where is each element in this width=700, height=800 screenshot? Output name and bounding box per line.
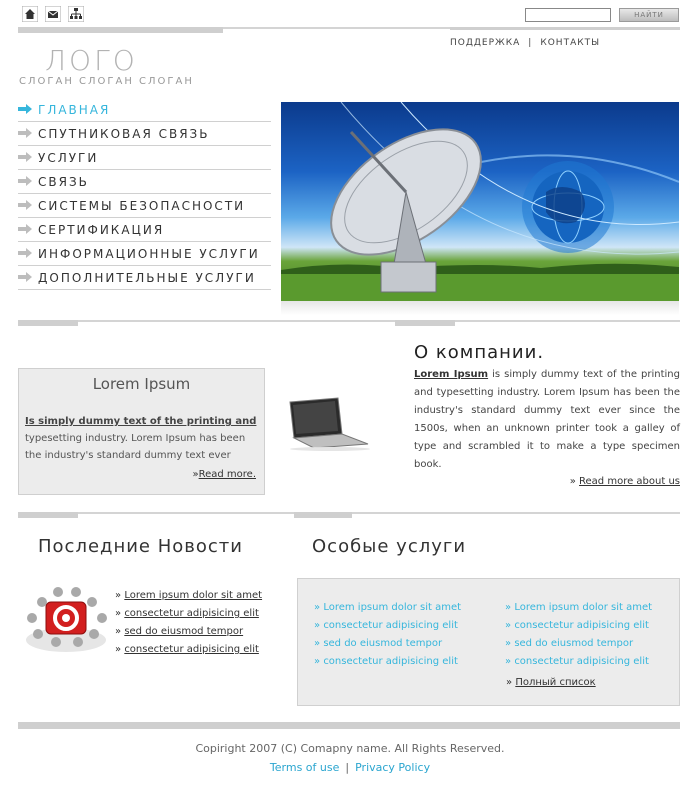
about-read-more-prefix: » xyxy=(569,476,576,487)
service-item-prefix: » xyxy=(505,620,512,631)
section-divider-accent xyxy=(294,512,352,518)
service-item-prefix: » xyxy=(314,602,321,613)
sitemap-icon[interactable] xyxy=(68,6,84,22)
service-item-prefix: » xyxy=(314,656,321,667)
service-item-label: consectetur adipisicing elit xyxy=(514,656,649,667)
service-item[interactable] xyxy=(314,599,461,617)
menu-item-label: СПУТНИКОВАЯ СВЯЗЬ xyxy=(38,126,210,141)
service-item-label: sed do eiusmod tempor xyxy=(514,638,634,649)
service-item[interactable] xyxy=(314,617,461,635)
service-item-label: consectetur adipisicing elit xyxy=(323,620,458,631)
services-column-2 xyxy=(505,599,652,671)
menu-item-label: СЕРТИФИКАЦИЯ xyxy=(38,222,165,237)
service-item-label: sed do eiusmod tempor xyxy=(323,638,443,649)
section-divider-accent xyxy=(18,512,78,518)
arrow-right-icon xyxy=(18,151,38,165)
news-title: Последние Новости xyxy=(38,536,243,557)
section-divider xyxy=(18,320,680,322)
laptop-image xyxy=(282,396,372,452)
news-item-prefix: » xyxy=(115,590,122,601)
service-item-prefix: » xyxy=(505,602,512,613)
lorem-read-more-prefix: » xyxy=(192,469,199,480)
about-text xyxy=(414,366,680,474)
menu-item[interactable] xyxy=(18,194,271,218)
services-box xyxy=(297,578,680,706)
menu-item[interactable] xyxy=(18,98,271,122)
menu-item[interactable] xyxy=(18,242,271,266)
full-list-link[interactable] xyxy=(506,677,596,688)
service-item-label: Lorem ipsum dolor sit amet xyxy=(323,602,462,613)
lorem-box-text-bold: Is simply dummy text of the printing and xyxy=(25,416,257,427)
top-links xyxy=(450,38,600,48)
news-item-label: sed do eiusmod tempor xyxy=(124,626,244,637)
footer-divider xyxy=(18,722,680,729)
menu-item-label: ИНФОРМАЦИОННЫЕ УСЛУГИ xyxy=(38,246,260,261)
footer-separator: | xyxy=(345,761,350,774)
arrow-right-icon xyxy=(18,103,38,117)
service-item[interactable] xyxy=(314,635,461,653)
full-list-prefix: » xyxy=(506,677,513,688)
slogan: СЛОГАН СЛОГАН СЛОГАН xyxy=(19,76,194,87)
news-item-label: consectetur adipisicing elit xyxy=(124,644,259,655)
news-item[interactable] xyxy=(115,587,262,605)
news-item-prefix: » xyxy=(115,644,122,655)
main-menu xyxy=(18,98,271,290)
menu-item-label: ГЛАВНАЯ xyxy=(38,102,111,117)
section-divider-accent xyxy=(395,320,455,326)
service-item[interactable] xyxy=(505,617,652,635)
news-list xyxy=(115,587,262,659)
news-item-label: Lorem ipsum dolor sit amet xyxy=(124,590,263,601)
lorem-read-more-link[interactable] xyxy=(192,469,256,480)
news-item[interactable] xyxy=(115,623,262,641)
mail-icon[interactable] xyxy=(45,6,61,22)
about-read-more-label: Read more about us xyxy=(579,476,680,487)
hero-image xyxy=(281,102,679,301)
service-item-prefix: » xyxy=(505,656,512,667)
news-item-prefix: » xyxy=(115,626,122,637)
service-item-label: consectetur adipisicing elit xyxy=(323,656,458,667)
header-divider-accent-left xyxy=(18,27,223,33)
support-link[interactable]: ПОДДЕРЖКА xyxy=(450,38,521,48)
news-item[interactable] xyxy=(115,605,262,623)
header-divider-accent-right xyxy=(450,27,680,30)
lorem-box-text-body: typesetting industry. Lorem Ipsum has been the industry's standard dummy text ever xyxy=(25,433,246,461)
menu-item[interactable] xyxy=(18,122,271,146)
menu-item[interactable] xyxy=(18,146,271,170)
service-item[interactable] xyxy=(505,635,652,653)
news-item[interactable] xyxy=(115,641,262,659)
service-item-prefix: » xyxy=(505,638,512,649)
service-item[interactable] xyxy=(505,599,652,617)
service-item-label: consectetur adipisicing elit xyxy=(514,620,649,631)
service-item[interactable] xyxy=(505,653,652,671)
menu-item-label: УСЛУГИ xyxy=(38,150,99,165)
footer-links xyxy=(0,761,700,774)
contacts-link[interactable]: КОНТАКТЫ xyxy=(540,38,601,48)
service-item-prefix: » xyxy=(314,620,321,631)
hero-shadow xyxy=(281,301,679,315)
arrow-right-icon xyxy=(18,127,38,141)
footer-copyright: Copiright 2007 (C) Comapny name. All Rights Reserved. xyxy=(195,742,505,755)
service-item-prefix: » xyxy=(314,638,321,649)
logo[interactable]: ЛОГО xyxy=(45,44,138,77)
full-list-label: Полный список xyxy=(515,677,596,688)
section-divider-accent xyxy=(18,320,78,326)
lorem-read-more-label: Read more. xyxy=(198,469,256,480)
arrow-right-icon xyxy=(18,199,38,213)
menu-item[interactable] xyxy=(18,170,271,194)
home-icon[interactable] xyxy=(22,6,38,22)
about-text-body: is simply dummy text of the printing and typesetting industry. Lorem Ipsum has been the industry's standard dummy text ever since the 1500s, when an unknown printer took a galley of type and scrambled it to make a type specimen book. xyxy=(414,369,680,470)
arrow-right-icon xyxy=(18,223,38,237)
service-item-label: Lorem ipsum dolor sit amet xyxy=(514,602,653,613)
menu-item-label: СИСТЕМЫ БЕЗОПАСНОСТИ xyxy=(38,198,246,213)
about-read-more-link[interactable] xyxy=(570,476,680,487)
arrow-right-icon xyxy=(18,247,38,261)
services-column-1 xyxy=(314,599,461,671)
about-text-bold: Lorem Ipsum xyxy=(414,369,489,380)
about-title: О компании. xyxy=(414,342,545,363)
news-item-label: consectetur adipisicing elit xyxy=(124,608,259,619)
privacy-link[interactable]: Privacy Policy xyxy=(355,761,431,774)
email-people-image xyxy=(22,578,110,656)
search-button[interactable]: НАЙТИ xyxy=(619,8,679,22)
menu-item[interactable] xyxy=(18,266,271,290)
menu-item[interactable] xyxy=(18,218,271,242)
lorem-box-title: Lorem Ipsum xyxy=(92,375,191,393)
services-title: Особые услуги xyxy=(312,536,467,557)
arrow-right-icon xyxy=(18,271,38,285)
arrow-right-icon xyxy=(18,175,38,189)
top-links-separator: | xyxy=(528,38,533,48)
menu-item-label: СВЯЗЬ xyxy=(38,174,89,189)
news-item-prefix: » xyxy=(115,608,122,619)
menu-item-label: ДОПОЛНИТЕЛЬНЫЕ УСЛУГИ xyxy=(38,270,256,285)
lorem-box-text xyxy=(25,413,259,464)
service-item[interactable] xyxy=(314,653,461,671)
lorem-box xyxy=(18,368,265,495)
terms-link[interactable]: Terms of use xyxy=(269,761,340,774)
search-input[interactable] xyxy=(525,8,611,22)
